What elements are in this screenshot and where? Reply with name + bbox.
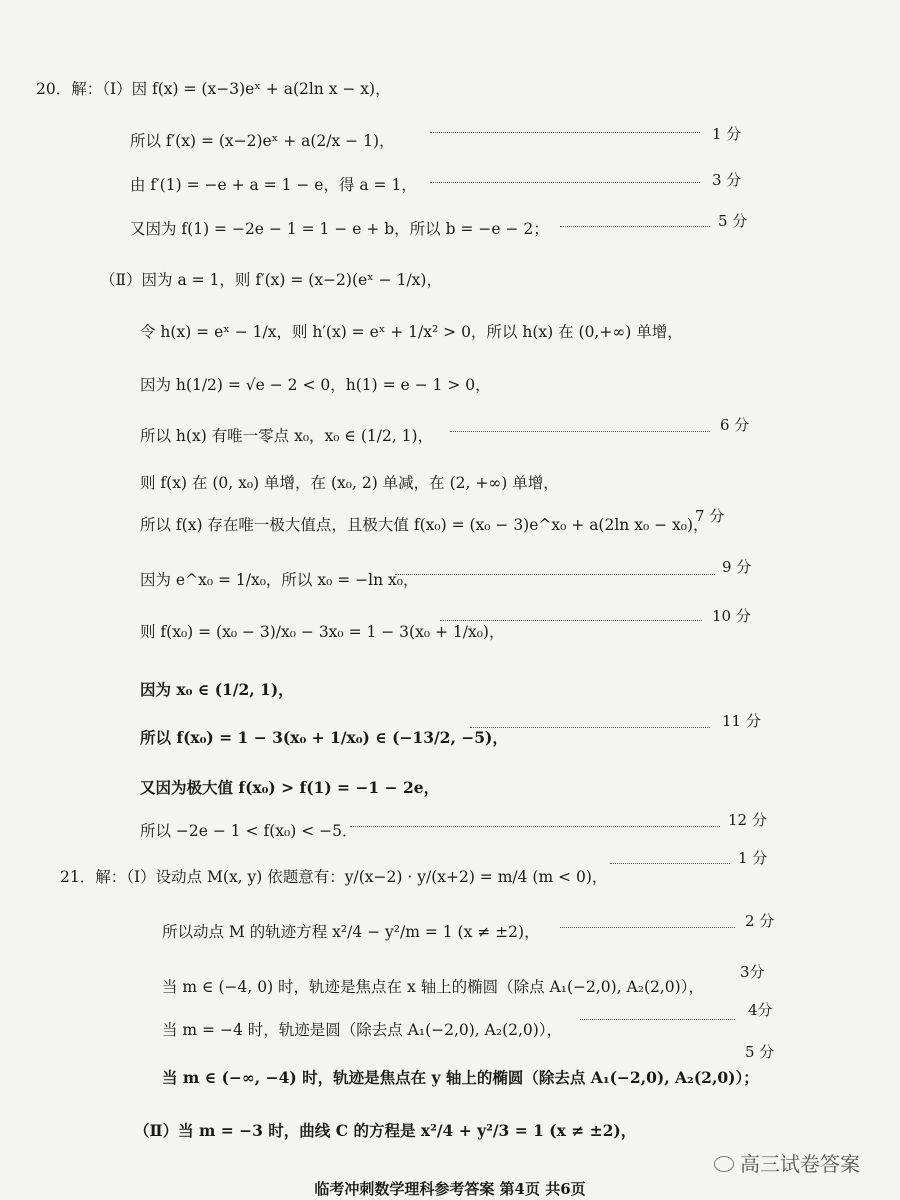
line-15: 所以 −2e − 1 < f(x₀) < −5．: [140, 822, 358, 840]
leader-11: [440, 620, 702, 621]
page-footer: 临考冲刺数学理科参考答案 第4页 共6页: [314, 1180, 586, 1198]
line-21: （Ⅱ）当 m = −3 时，曲线 C 的方程是 x²/4 + y²/3 = 1 (x ≠ ±2)，: [134, 1121, 637, 1140]
score-16: 1 分: [738, 849, 768, 867]
score-9: 7 分: [695, 507, 725, 525]
leader-10: [395, 574, 715, 575]
leader-16: [610, 863, 730, 864]
score-18: 3分: [740, 963, 765, 981]
line-19: 当 m = −4 时，轨迹是圆（除去点 A₁(−2,0), A₂(2,0)），: [162, 1021, 563, 1039]
line-4: （Ⅱ）因为 a = 1，则 f′(x) = (x−2)(eˣ − 1/x)，: [100, 271, 442, 289]
line-17: 所以动点 M 的轨迹方程 x²/4 − y²/m = 1 (x ≠ ±2)，: [162, 923, 540, 941]
leader-2: [430, 182, 700, 183]
score-10: 9 分: [722, 558, 752, 576]
score-2: 3 分: [712, 171, 742, 189]
line-7: 所以 h(x) 有唯一零点 x₀，x₀ ∈ (1/2, 1)，: [140, 427, 434, 445]
line-5: 令 h(x) = eˣ − 1/x，则 h′(x) = eˣ + 1/x² > 0，所以 h(x) 在 (0,+∞) 单增，: [140, 323, 683, 341]
watermark: [714, 1148, 860, 1177]
score-15: 12 分: [728, 811, 767, 829]
score-20: 5 分: [745, 1043, 775, 1061]
watermark-text: 高三试卷答案: [740, 1152, 860, 1176]
line-16: 21．解：（Ⅰ）设动点 M(x, y) 依题意有：y/(x−2) · y/(x+2) = m/4 (m < 0)，: [60, 868, 608, 886]
line-20: 当 m ∈ (−∞, −4) 时，轨迹是焦点在 y 轴上的椭圆（除去点 A₁(−2,0), A₂(2,0)）；: [162, 1068, 759, 1087]
line-14: 又因为极大值 f(x₀) > f(1) = −1 − 2e，: [140, 778, 440, 797]
line-2: 由 f′(1) = −e + a = 1 − e，得 a = 1，: [130, 176, 417, 194]
leader-1: [430, 132, 700, 133]
score-11: 10 分: [712, 607, 751, 625]
line-18: 当 m ∈ (−4, 0) 时，轨迹是焦点在 x 轴上的椭圆（除点 A₁(−2,0), A₂(2,0)），: [162, 978, 704, 996]
wechat-icon: [714, 1156, 734, 1172]
score-1: 1 分: [712, 125, 742, 143]
line-8: 则 f(x) 在 (0, x₀) 单增，在 (x₀, 2) 单减，在 (2, +∞) 单增，: [140, 474, 559, 492]
line-11: 则 f(x₀) = (x₀ − 3)/x₀ − 3x₀ = 1 − 3(x₀ + 1/x₀)，: [140, 623, 505, 641]
line-12: 因为 x₀ ∈ (1/2, 1)，: [140, 680, 294, 699]
line-0: 20．解：（Ⅰ）因 f(x) = (x−3)eˣ + a(2ln x − x)，: [36, 80, 391, 98]
line-3: 又因为 f(1) = −2e − 1 = 1 − e + b，所以 b = −e − 2；: [130, 220, 549, 238]
score-13: 11 分: [722, 712, 761, 730]
line-13: 所以 f(x₀) = 1 − 3(x₀ + 1/x₀) ∈ (−13/2, −5)，: [140, 728, 508, 747]
score-17: 2 分: [745, 912, 775, 930]
line-1: 所以 f′(x) = (x−2)eˣ + a(2/x − 1)，: [130, 132, 395, 150]
leader-7: [450, 431, 710, 432]
line-6: 因为 h(1/2) = √e − 2 < 0，h(1) = e − 1 > 0，: [140, 376, 491, 394]
line-10: 因为 e^x₀ = 1/x₀，所以 x₀ = −ln x₀，: [140, 571, 419, 589]
leader-13: [470, 727, 710, 728]
score-7: 6 分: [720, 416, 750, 434]
score-19: 4分: [748, 1001, 773, 1019]
leader-3: [560, 226, 710, 227]
leader-15: [350, 826, 720, 827]
line-9: 所以 f(x) 存在唯一极大值点，且极大值 f(x₀) = (x₀ − 3)e^x₀ + a(2ln x₀ − x₀)，: [140, 516, 709, 534]
leader-17: [560, 927, 735, 928]
score-3: 5 分: [718, 212, 748, 230]
leader-19: [580, 1019, 735, 1020]
